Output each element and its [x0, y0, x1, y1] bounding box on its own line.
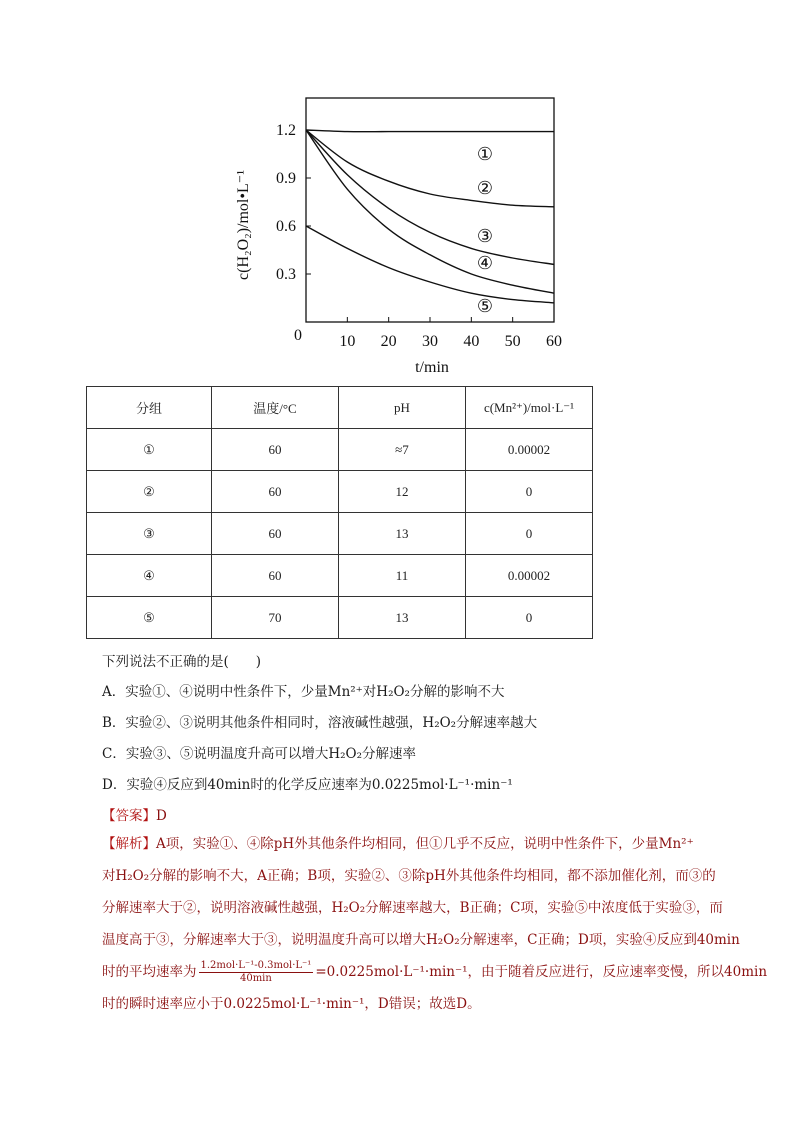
table-cell: 0 [466, 597, 593, 639]
explanation-line [102, 828, 722, 860]
x-tick-label: 10 [339, 333, 356, 350]
series-line [306, 130, 554, 264]
table-cell: 60 [212, 429, 339, 471]
x-tick-label: 60 [546, 333, 562, 350]
option-b: B．实验②、③说明其他条件相同时，溶液碱性越强，H₂O₂分解速率越大 [102, 715, 538, 731]
explanation-line [102, 956, 768, 988]
table-cell: 11 [339, 555, 466, 597]
table-cell: 60 [212, 555, 339, 597]
option-a: A．实验①、④说明中性条件下，少量Mn²⁺对H₂O₂分解的影响不大 [102, 684, 505, 700]
series-label: ③ [476, 226, 494, 246]
series-line [306, 226, 554, 303]
x-tick-label: 50 [504, 333, 521, 350]
series-label: ② [476, 178, 494, 198]
explanation [102, 828, 768, 1020]
table-cell: 12 [339, 471, 466, 513]
table-cell: ④ [87, 555, 212, 597]
chart-series [306, 130, 554, 316]
x-tick-label: 20 [380, 333, 397, 350]
fraction-denominator: 40min [239, 973, 272, 984]
origin-label: 0 [294, 327, 302, 344]
series-line [306, 130, 554, 293]
table-cell: ≈7 [339, 429, 466, 471]
explanation-line: 时的瞬时速率应小于0.0225mol·L⁻¹·min⁻¹，D错误；故选D。 [102, 996, 481, 1012]
table-row [87, 513, 593, 555]
option-c: C．实验③、⑤说明温度升高可以增大H₂O₂分解速率 [102, 746, 416, 762]
series-line [306, 130, 554, 207]
table-header-cell: pH [339, 387, 466, 429]
answer-line [102, 804, 167, 824]
table-cell: ① [87, 429, 212, 471]
question-text: 下列说法不正确的是( ) [102, 654, 262, 670]
explanation-line: 温度高于③，分解速率大于③，说明温度升高可以增大H₂O₂分解速率，C正确；D项，实验④反应到40min [102, 932, 740, 948]
explanation-line: 分解速率大于②，说明溶液碱性越强，H₂O₂分解速率越大，B正确；C项，实验⑤中浓度低于实验③，而 [102, 900, 723, 916]
table-cell: ② [87, 471, 212, 513]
explanation-text: =0.0225mol·L⁻¹·min⁻¹，由于随着反应进行，反应速率变慢，所以40min [315, 964, 768, 980]
y-tick-label: 1.2 [276, 122, 296, 139]
y-tick-label: 0.3 [276, 266, 296, 283]
y-tick-label: 0.9 [276, 170, 296, 187]
table-header-cell: 温度/°C [212, 387, 339, 429]
x-tick-label: 40 [463, 333, 480, 350]
answer-label: 【答案】 [102, 808, 156, 824]
table-cell: 13 [339, 513, 466, 555]
explanation-label: 【解析】 [102, 836, 156, 852]
table-row [87, 471, 593, 513]
x-tick-label: 30 [422, 333, 438, 350]
table-cell: 13 [339, 597, 466, 639]
table-cell: ⑤ [87, 597, 212, 639]
x-axis-label: t/min [415, 359, 449, 376]
series-label: ⑤ [476, 296, 494, 316]
explanation-line: 对H₂O₂分解的影响不大，A正确；B项，实验②、③除pH外其他条件均相同，都不添加催化剂，而③的 [102, 868, 716, 884]
table-cell: 0 [466, 471, 593, 513]
table-cell: 0 [466, 513, 593, 555]
table-row [87, 429, 593, 471]
table-cell: ③ [87, 513, 212, 555]
table-header-row [87, 387, 593, 429]
fraction-numerator: 1.2mol·L⁻¹-0.3mol·L⁻¹ [200, 960, 312, 971]
table-cell: 60 [212, 513, 339, 555]
chart-ticks [276, 122, 562, 350]
table-cell: 0.00002 [466, 429, 593, 471]
series-label: ① [476, 144, 494, 164]
table-cell: 0.00002 [466, 555, 593, 597]
table-cell: 70 [212, 597, 339, 639]
explanation-text: 时的平均速率为 [102, 964, 197, 980]
rate-fraction [199, 960, 314, 985]
table-header-cell: c(Mn²⁺)/mol·L⁻¹ [466, 387, 593, 429]
table-header-cell: 分组 [87, 387, 212, 429]
experiment-table [86, 386, 593, 639]
table-row [87, 555, 593, 597]
y-axis-label: c(H₂O₂)/mol•L⁻¹ [235, 170, 252, 280]
option-d: D．实验④反应到40min时的化学反应速率为0.0225mol·L⁻¹·min⁻¹ [102, 777, 513, 793]
table-row [87, 597, 593, 639]
explanation-text: A项，实验①、④除pH外其他条件均相同，但①几乎不反应，说明中性条件下，少量Mn²⁺ [156, 836, 694, 852]
answer-value: D [156, 808, 167, 824]
series-line [306, 130, 554, 132]
concentration-time-chart [230, 90, 570, 380]
series-label: ④ [476, 253, 494, 273]
table-cell: 60 [212, 471, 339, 513]
y-tick-label: 0.6 [276, 218, 296, 235]
